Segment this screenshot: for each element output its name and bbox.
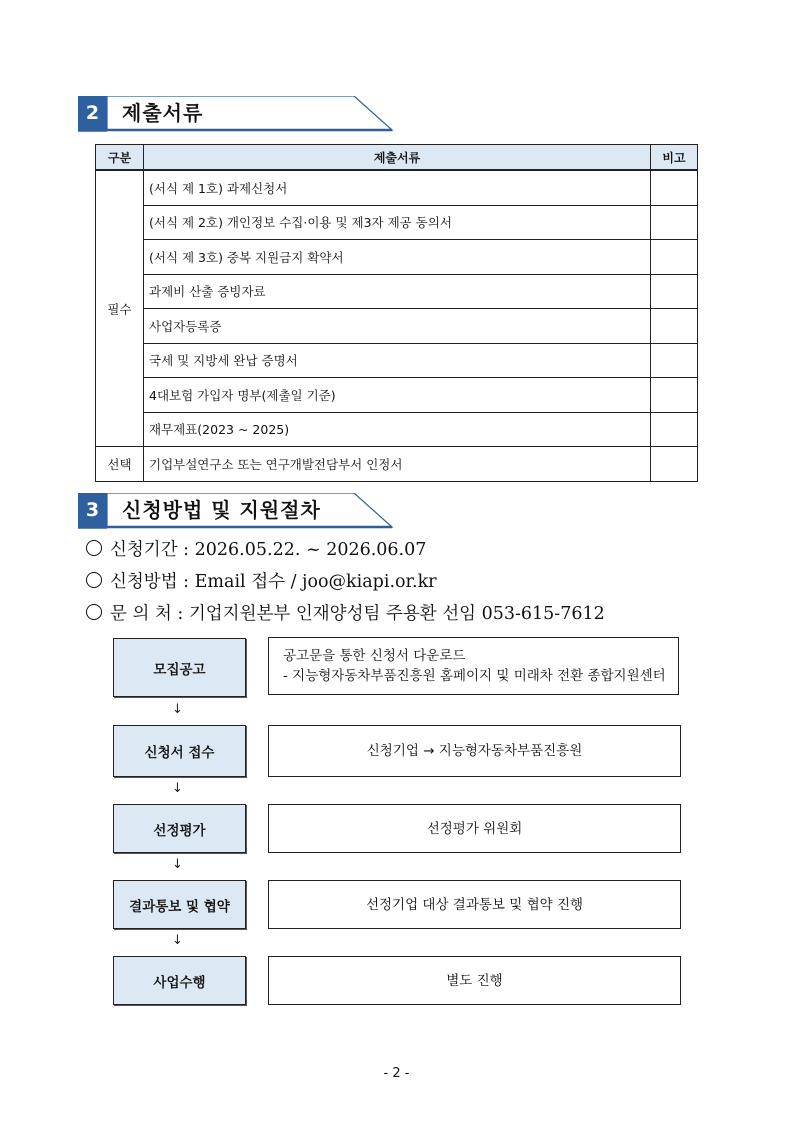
down-arrow-icon: ↓ (172, 933, 183, 948)
remark-cell (651, 343, 698, 378)
table-row (96, 309, 698, 344)
remark-cell (651, 205, 698, 240)
section-2-number: 2 (85, 102, 100, 124)
document-item: 국세 및 지방세 완납 증명서 (144, 343, 651, 378)
section-3-title: 신청방법 및 지원절차 (122, 498, 321, 522)
remark-cell (651, 274, 698, 309)
flow-step-submission: 신청서 접수 (113, 725, 246, 777)
header-category: 구분 (96, 145, 144, 171)
table-row (96, 170, 698, 205)
section-3-number: 3 (85, 499, 100, 521)
table-row (96, 343, 698, 378)
table-row (96, 378, 698, 413)
flow-step-execution: 사업수행 (113, 956, 246, 1005)
info-text: 문 의 처 : 기업지원본부 인재양성팀 주용환 선임 053-615-7612 (110, 604, 605, 624)
info-text: 신청방법 : Email 접수 / joo@kiapi.or.kr (110, 572, 437, 592)
section-3-header (78, 493, 394, 527)
flow-desc-execution (268, 956, 681, 1005)
category-optional: 선택 (96, 447, 144, 482)
flow-desc-line: 신청기업 → 지능형자동차부품진흥원 (366, 743, 583, 759)
circle-bullet-icon (86, 572, 102, 588)
category-required: 필수 (96, 170, 144, 447)
circle-bullet-icon (86, 604, 102, 620)
document-item: 기업부설연구소 또는 연구개발전담부서 인정서 (144, 447, 651, 482)
remark-cell (651, 447, 698, 482)
flow-step-recruitment: 모집공고 (113, 638, 246, 697)
down-arrow-icon: ↓ (172, 702, 183, 717)
table-header-row (96, 145, 698, 171)
remark-cell (651, 412, 698, 447)
table-row (96, 447, 698, 482)
info-text: 신청기간 : 2026.05.22. ~ 2026.06.07 (110, 540, 427, 560)
flow-desc-evaluation (268, 804, 681, 853)
down-arrow-icon: ↓ (172, 781, 183, 796)
flow-step-notification: 결과통보 및 협약 (113, 880, 246, 929)
header-remarks: 비고 (651, 145, 698, 171)
info-application-method (86, 570, 437, 594)
remark-cell (651, 170, 698, 205)
remark-cell (651, 309, 698, 344)
flow-desc-line: 공고문을 통한 신청서 다운로드 (283, 648, 466, 664)
info-contact (86, 602, 605, 626)
table-row (96, 412, 698, 447)
flow-desc-recruitment (268, 637, 679, 695)
circle-bullet-icon (86, 540, 102, 556)
document-item: (서식 제 2호) 개인정보 수집·이용 및 제3자 제공 동의서 (144, 205, 651, 240)
document-item: 4대보험 가입자 명부(제출일 기준) (144, 378, 651, 413)
flow-desc-line: - 지능형자동차부품진흥원 홈페이지 및 미래차 전환 종합지원센터 (283, 668, 666, 684)
flow-desc-line: 선정평가 위원회 (426, 820, 523, 837)
page-number: - 2 - (383, 1066, 410, 1081)
document-item: 재무제표(2023 ~ 2025) (144, 412, 651, 447)
info-application-period (86, 538, 426, 562)
remark-cell (651, 378, 698, 413)
document-item: (서식 제 3호) 중복 지원금지 확약서 (144, 240, 651, 275)
header-documents: 제출서류 (144, 145, 651, 171)
remark-cell (651, 240, 698, 275)
documents-table (95, 144, 698, 482)
down-arrow-icon: ↓ (172, 857, 183, 872)
document-item: 과제비 산출 증빙자료 (144, 274, 651, 309)
table-row (96, 274, 698, 309)
flow-desc-line: 선정기업 대상 결과통보 및 협약 진행 (365, 896, 584, 913)
flow-step-evaluation: 선정평가 (113, 804, 246, 853)
table-row (96, 205, 698, 240)
document-item: 사업자등록증 (144, 309, 651, 344)
flow-desc-notification (268, 880, 681, 929)
flow-desc-submission (268, 725, 681, 777)
flow-desc-line: 별도 진행 (446, 972, 503, 989)
document-item: (서식 제 1호) 과제신청서 (144, 170, 651, 205)
section-2-title: 제출서류 (122, 101, 204, 125)
table-row (96, 240, 698, 275)
section-2-header (78, 96, 394, 130)
